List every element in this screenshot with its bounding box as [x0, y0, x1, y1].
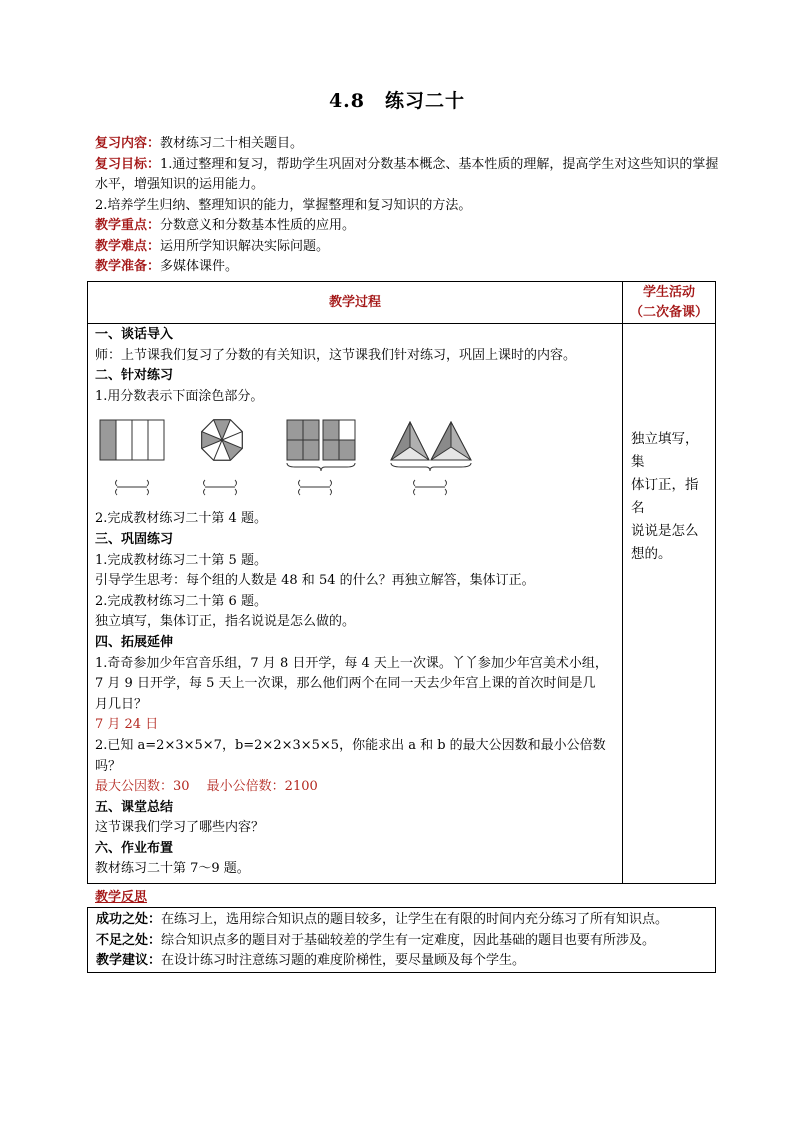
page-title	[0, 86, 794, 113]
reflection-title: 教学反思	[95, 890, 148, 905]
figures-svg	[95, 407, 515, 509]
reflection-row: 不足之处：综合知识点多的题目对于基础较差的学生有一定难度，因此基础的题目也要有所涉及。	[96, 932, 656, 948]
text-line: 这节课我们学习了哪些内容？	[95, 820, 265, 836]
text-line: 吗？	[95, 758, 122, 774]
lesson-meta	[95, 134, 720, 278]
text-line: 2.已知 a=2×3×5×7，b=2×2×3×5×5，你能求出 a 和 b 的最大公因数和最小公倍数	[95, 737, 606, 753]
reflection-box	[87, 907, 716, 973]
reflection-row: 成功之处：在练习上，选用综合知识点的题目较多，让学生在有限的时间内充分练习了所有知识点。	[96, 912, 669, 927]
answer-line: 7 月 24 日	[95, 717, 159, 733]
meta-goal-2: 2.培养学生归纳、整理知识的能力，掌握整理和复习知识的方法。	[95, 197, 472, 213]
figure-two-squares	[287, 420, 355, 471]
text-line: 7 月 9 日开学，每 5 天上一次课，那么他们两个在同一天去少年宫上课的首次时间是几	[95, 676, 596, 692]
meta-goal: 复习目标：1.通过整理和复习，帮助学生巩固对分数基本概念、基本性质的理解，提高学生对这些知识的掌握水平，增强知识的运用能力。	[95, 156, 719, 192]
figure-two-triangles	[391, 422, 471, 471]
text-line: 1.奇奇参加少年宫音乐组，7 月 8 日开学，每 4 天上一次课。丫丫参加少年宫美术小组，	[95, 655, 608, 671]
meta-prep: 教学准备：多媒体课件。	[95, 259, 239, 274]
student-activity: 独立填写，集 体订正，指名 说说是怎么 想的。	[631, 431, 699, 562]
process-table	[87, 281, 716, 884]
meta-key: 教学重点：分数意义和分数基本性质的应用。	[95, 218, 356, 233]
text-line: 独立填写，集体订正，指名说说是怎么做的。	[95, 614, 356, 630]
text-line: 师：上节课我们复习了分数的有关知识，这节课我们针对练习，巩固上课时的内容。	[95, 347, 577, 363]
section-title: 二、针对练习	[95, 368, 174, 384]
process-content	[88, 324, 623, 883]
header-process: 教学过程	[88, 282, 623, 324]
meta-content: 复习内容：教材练习二十相关题目。	[95, 136, 304, 151]
section-number: 4.8	[328, 90, 366, 112]
reflection-row: 教学建议：在设计练习时注意练习题的难度阶梯性，要尽量顾及每个学生。	[96, 953, 526, 968]
section-title: 一、谈话导入	[95, 327, 174, 342]
header-activity: 学生活动 （二次备课）	[623, 282, 715, 324]
figure-rectangle-strips	[100, 420, 164, 460]
text-line: 2.完成教材练习二十第 6 题。	[95, 593, 267, 609]
section-title: 三、巩固练习	[95, 531, 174, 547]
fraction-figures	[95, 407, 622, 509]
title-text: 练习二十	[385, 90, 466, 112]
text-line: 1.用分数表示下面涂色部分。	[95, 388, 264, 404]
figure-octagon	[202, 420, 243, 461]
meta-difficulty: 教学难点：运用所学知识解决实际问题。	[95, 238, 330, 254]
text-line: 引导学生思考：每个组的人数是 48 和 54 的什么？再独立解答，集体订正。	[95, 573, 535, 589]
section-title: 六、作业布置	[95, 840, 174, 856]
text-line: 教材练习二十第 7～9 题。	[95, 861, 250, 877]
text-line: 月几日？	[95, 696, 148, 712]
text-line: 1.完成教材练习二十第 5 题。	[95, 552, 267, 568]
fraction-blanks	[116, 480, 447, 495]
section-title: 五、课堂总结	[95, 799, 174, 815]
answer-line: 最大公因数：30 最小公倍数：2100	[95, 779, 318, 795]
text-line: 2.完成教材练习二十第 4 题。	[95, 511, 267, 527]
section-title: 四、拓展延伸	[95, 634, 174, 650]
